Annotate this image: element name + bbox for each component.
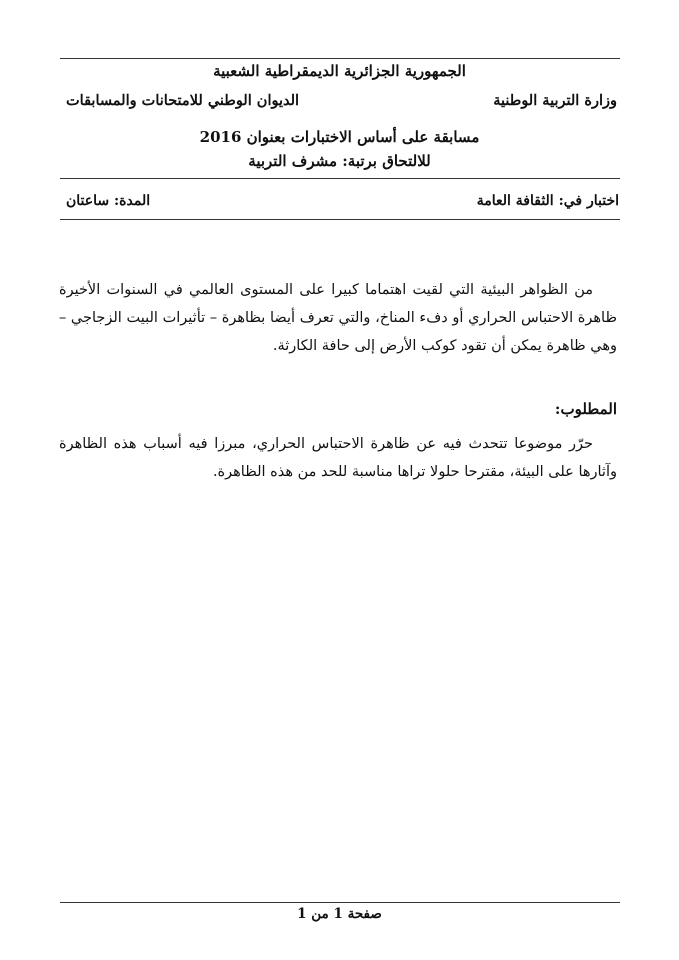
header-divider bbox=[60, 178, 620, 179]
grade-title: للالتحاق برتبة: مشرف التربية bbox=[248, 152, 431, 170]
exam-duration: المدة: ساعتان bbox=[66, 193, 151, 209]
task-paragraph: حرّر موضوعا تتحدث فيه عن ظاهرة الاحتباس الحراري، مبرزا فيه أسباب هذه الظاهرة وآثارها على البيئة، مقترحا حلولا تراها مناسبة للحد من هذه الظاهرة. bbox=[59, 436, 617, 480]
intro-paragraph: من الظواهر البيئية التي لقيت اهتماما كبيرا على المستوى العالمي في السنوات الأخيرة ظاهرة الاحتباس الحراري أو دفء المناخ، والتي تعرف أيضا بظاهرة – تأثيرات البيت الزجاجي – وهي ظاهرة يمكن أن تقود كوكب الأرض إلى حافة الكارثة. bbox=[59, 282, 617, 354]
top-divider bbox=[60, 58, 620, 59]
page-number: صفحة 1 من 1 bbox=[297, 906, 382, 922]
exam-subject: اختبار في: الثقافة العامة bbox=[476, 193, 619, 209]
footer-divider bbox=[60, 902, 620, 903]
contest-title: مسابقة على أساس الاختبارات بعنوان 2016 bbox=[199, 128, 480, 146]
info-divider bbox=[60, 219, 620, 220]
republic-title: الجمهورية الجزائرية الديمقراطية الشعبية bbox=[213, 62, 466, 80]
exam-office-name: الديوان الوطني للامتحانات والمسابقات bbox=[66, 92, 300, 109]
ministry-name: وزارة التربية الوطنية bbox=[493, 92, 617, 109]
required-heading: المطلوب: bbox=[554, 400, 617, 418]
